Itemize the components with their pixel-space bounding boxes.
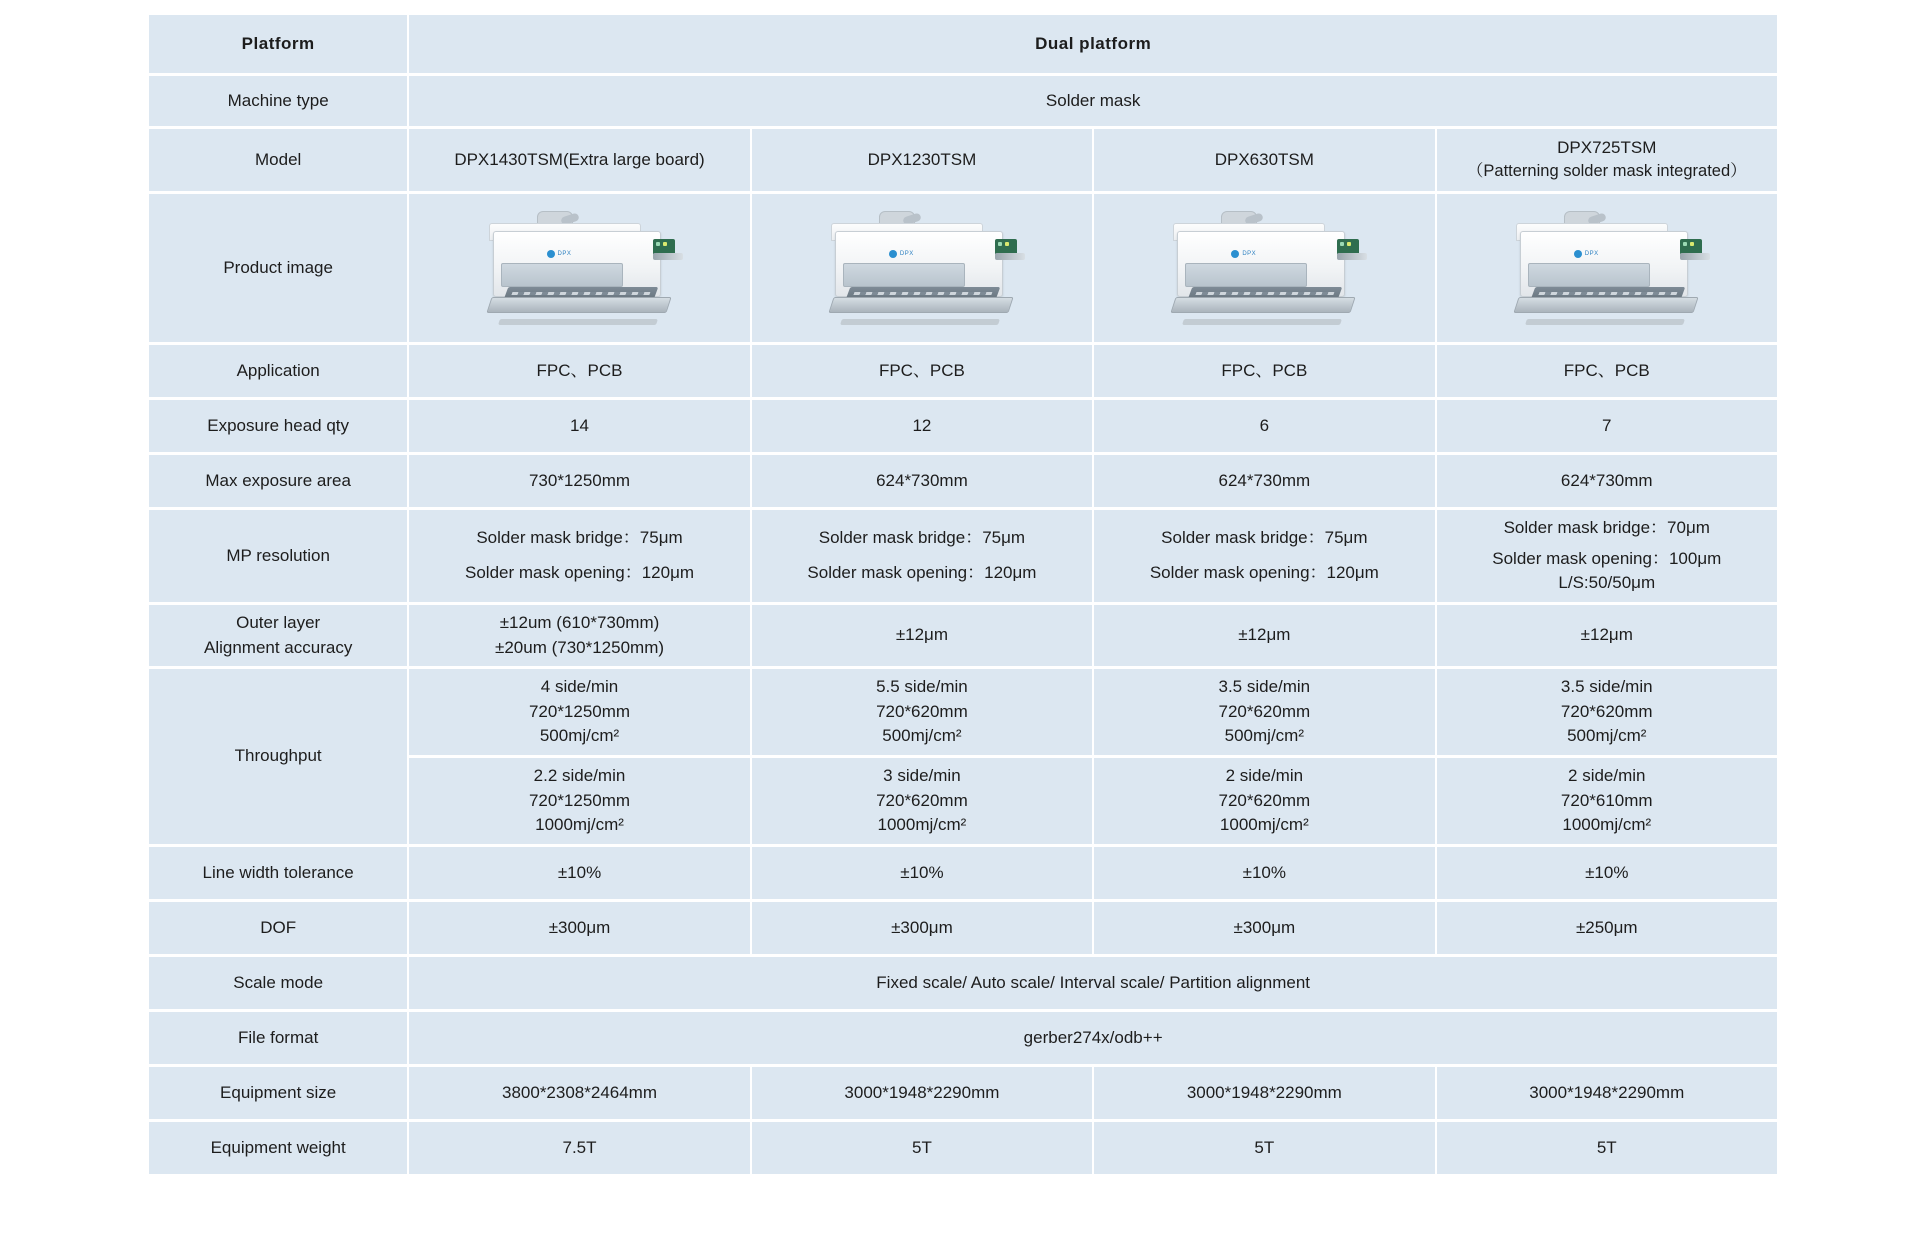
machine-door [843,263,965,287]
machine-illustration [1502,209,1712,327]
throughput-size: 720*1250mm [528,790,631,810]
table-row [149,400,1777,452]
value-line-width-col3: ±10% [1094,847,1434,899]
specification-table [147,12,1779,1177]
value-line-width-col4: ±10% [1437,847,1777,899]
value-throughput-b-col4 [1437,758,1777,844]
value-alignment-col2: ±12μm [752,605,1092,666]
value-equipment-weight-col1: 7.5T [409,1122,749,1174]
row-label-product-image: Product image [149,194,407,342]
mp-res-line2: Solder mask opening：120μm [807,562,1037,582]
row-label-dof: DOF [149,902,407,954]
value-dof-col2: ±300μm [752,902,1092,954]
machine-base [486,297,671,313]
value-max-area-col2: 624*730mm [752,455,1092,507]
value-throughput-a-col4 [1437,669,1777,755]
throughput-energy: 1000mj/cm² [535,815,624,835]
brand-logo-icon: DPX [547,249,587,259]
conveyor-arm [653,253,683,260]
throughput-speed: 3.5 side/min [1560,677,1653,697]
machine-illustration [1159,209,1369,327]
row-label-equipment-weight: Equipment weight [149,1122,407,1174]
row-label-mp-resolution: MP resolution [149,510,407,602]
value-dof-col3: ±300μm [1094,902,1434,954]
value-alignment-col1 [409,605,749,666]
conveyor-arm [1680,253,1710,260]
machine-illustration [475,209,685,327]
value-application-col2: FPC、PCB [752,345,1092,397]
throughput-speed: 2 side/min [1568,766,1646,786]
machine-foot [1525,319,1685,325]
value-model-col2 [752,129,1092,191]
value-scale-mode: Fixed scale/ Auto scale/ Interval scale/ Partition alignment [409,957,1777,1009]
value-mp-resolution-col1 [409,510,749,602]
value-throughput-a-col1 [409,669,749,755]
throughput-energy: 1000mj/cm² [1219,815,1309,835]
table-row [149,1012,1777,1064]
mp-res-line1: Solder mask bridge：75μm [1161,528,1368,548]
value-file-format: gerber274x/odb++ [409,1012,1777,1064]
table-row [149,1067,1777,1119]
value-equipment-size-col1: 3800*2308*2464mm [409,1067,749,1119]
model-name: DPX1430TSM(Extra large board) [454,149,705,169]
table-row [149,76,1777,126]
row-label-exposure-head-qty: Exposure head qty [149,400,407,452]
model-note: （Patterning solder mask integrated） [1466,162,1747,181]
value-throughput-b-col1 [409,758,749,844]
throughput-energy: 500mj/cm² [882,726,962,746]
value-throughput-b-col2 [752,758,1092,844]
value-dof-col1: ±300μm [409,902,749,954]
mp-res-line1: Solder mask bridge：75μm [476,528,683,548]
throughput-speed: 3 side/min [883,766,961,786]
value-alignment-col3: ±12μm [1094,605,1434,666]
header-platform-label: Platform [149,15,407,73]
alignment-line2: ±20um (730*1250mm) [495,637,665,657]
value-exposure-head-col3: 6 [1094,400,1434,452]
table-row [149,847,1777,899]
value-line-width-col2: ±10% [752,847,1092,899]
table-row [149,605,1777,666]
product-image-col2 [752,194,1092,342]
table-row [149,902,1777,954]
machine-base [1171,297,1356,313]
value-max-area-col4: 624*730mm [1437,455,1777,507]
brand-logo-icon: DPX [1574,249,1614,259]
throughput-speed: 2 side/min [1225,766,1304,786]
value-exposure-head-col1: 14 [409,400,749,452]
model-name: DPX630TSM [1214,149,1314,169]
value-equipment-weight-col2: 5T [752,1122,1092,1174]
row-label-alignment-accuracy [149,605,407,666]
value-mp-resolution-col2 [752,510,1092,602]
mp-res-line2: Solder mask opening：100μm [1492,548,1722,568]
throughput-size: 720*1250mm [528,701,631,721]
row-label-machine-type: Machine type [149,76,407,126]
throughput-size: 720*620mm [1560,701,1653,721]
machine-foot [498,319,658,325]
throughput-energy: 1000mj/cm² [877,815,967,835]
row-label-equipment-size: Equipment size [149,1067,407,1119]
table-row [149,957,1777,1009]
throughput-speed: 2.2 side/min [533,766,626,786]
row-label-model: Model [149,129,407,191]
row-label-max-exposure-area: Max exposure area [149,455,407,507]
value-line-width-col1: ±10% [409,847,749,899]
mp-res-line2: Solder mask opening：120μm [465,562,695,582]
conveyor-arm [1337,253,1367,260]
throughput-speed: 4 side/min [540,677,619,697]
value-mp-resolution-col4 [1437,510,1777,602]
product-image-col4 [1437,194,1777,342]
table-row [149,345,1777,397]
throughput-energy: 1000mj/cm² [1562,815,1652,835]
value-max-area-col3: 624*730mm [1094,455,1434,507]
table-row [149,669,1777,755]
machine-illustration [817,209,1027,327]
brand-logo-icon: DPX [889,249,929,259]
row-label-throughput: Throughput [149,669,407,844]
value-application-col1: FPC、PCB [409,345,749,397]
value-throughput-a-col2 [752,669,1092,755]
throughput-speed: 5.5 side/min [876,677,968,697]
value-equipment-weight-col4: 5T [1437,1122,1777,1174]
machine-base [1513,297,1698,313]
brand-logo-icon: DPX [1231,249,1271,259]
model-name: DPX1230TSM [867,149,977,169]
alignment-label-line2: Alignment accuracy [203,637,353,657]
value-application-col4: FPC、PCB [1437,345,1777,397]
value-throughput-a-col3 [1094,669,1434,755]
value-equipment-size-col3: 3000*1948*2290mm [1094,1067,1434,1119]
table-row [149,194,1777,342]
table-header-row [149,15,1777,73]
throughput-size: 720*610mm [1560,790,1653,810]
machine-foot [840,319,1000,325]
machine-door [1528,263,1650,287]
throughput-energy: 500mj/cm² [1224,726,1304,746]
throughput-size: 720*620mm [1218,790,1311,810]
value-model-col4 [1437,129,1777,191]
value-machine-type: Solder mask [409,76,1777,126]
mp-res-line1: Solder mask bridge：75μm [818,528,1026,548]
throughput-size: 720*620mm [876,701,968,721]
throughput-energy: 500mj/cm² [1567,726,1647,746]
throughput-size: 720*620mm [1218,701,1311,721]
value-equipment-weight-col3: 5T [1094,1122,1434,1174]
value-exposure-head-col4: 7 [1437,400,1777,452]
machine-base [828,297,1013,313]
row-label-file-format: File format [149,1012,407,1064]
throughput-size: 720*620mm [876,790,968,810]
throughput-energy: 500mj/cm² [539,726,620,746]
model-name: DPX725TSM [1557,137,1657,157]
value-dof-col4: ±250μm [1437,902,1777,954]
value-throughput-b-col3 [1094,758,1434,844]
value-exposure-head-col2: 12 [752,400,1092,452]
row-label-application: Application [149,345,407,397]
value-max-area-col1: 730*1250mm [409,455,749,507]
table-row [149,129,1777,191]
mp-res-line2: Solder mask opening：120μm [1149,562,1379,582]
value-model-col1 [409,129,749,191]
product-image-col3 [1094,194,1434,342]
throughput-speed: 3.5 side/min [1218,677,1311,697]
value-equipment-size-col2: 3000*1948*2290mm [752,1067,1092,1119]
header-platform-value: Dual platform [409,15,1777,73]
value-alignment-col4: ±12μm [1437,605,1777,666]
table-row [149,510,1777,602]
row-label-scale-mode: Scale mode [149,957,407,1009]
alignment-label-line1: Outer layer [236,612,321,632]
alignment-line1: ±12um (610*730mm) [499,612,660,632]
value-equipment-size-col4: 3000*1948*2290mm [1437,1067,1777,1119]
machine-door [501,263,623,287]
machine-door [1185,263,1307,287]
row-label-line-width-tolerance: Line width tolerance [149,847,407,899]
mp-res-line1: Solder mask bridge：70μm [1503,518,1710,537]
value-model-col3 [1094,129,1434,191]
table-row [149,1122,1777,1174]
product-image-col1 [409,194,749,342]
conveyor-arm [995,253,1025,260]
machine-foot [1182,319,1342,325]
table-row [149,455,1777,507]
mp-res-line3: L/S:50/50μm [1558,573,1656,593]
value-mp-resolution-col3 [1094,510,1434,602]
value-application-col3: FPC、PCB [1094,345,1434,397]
